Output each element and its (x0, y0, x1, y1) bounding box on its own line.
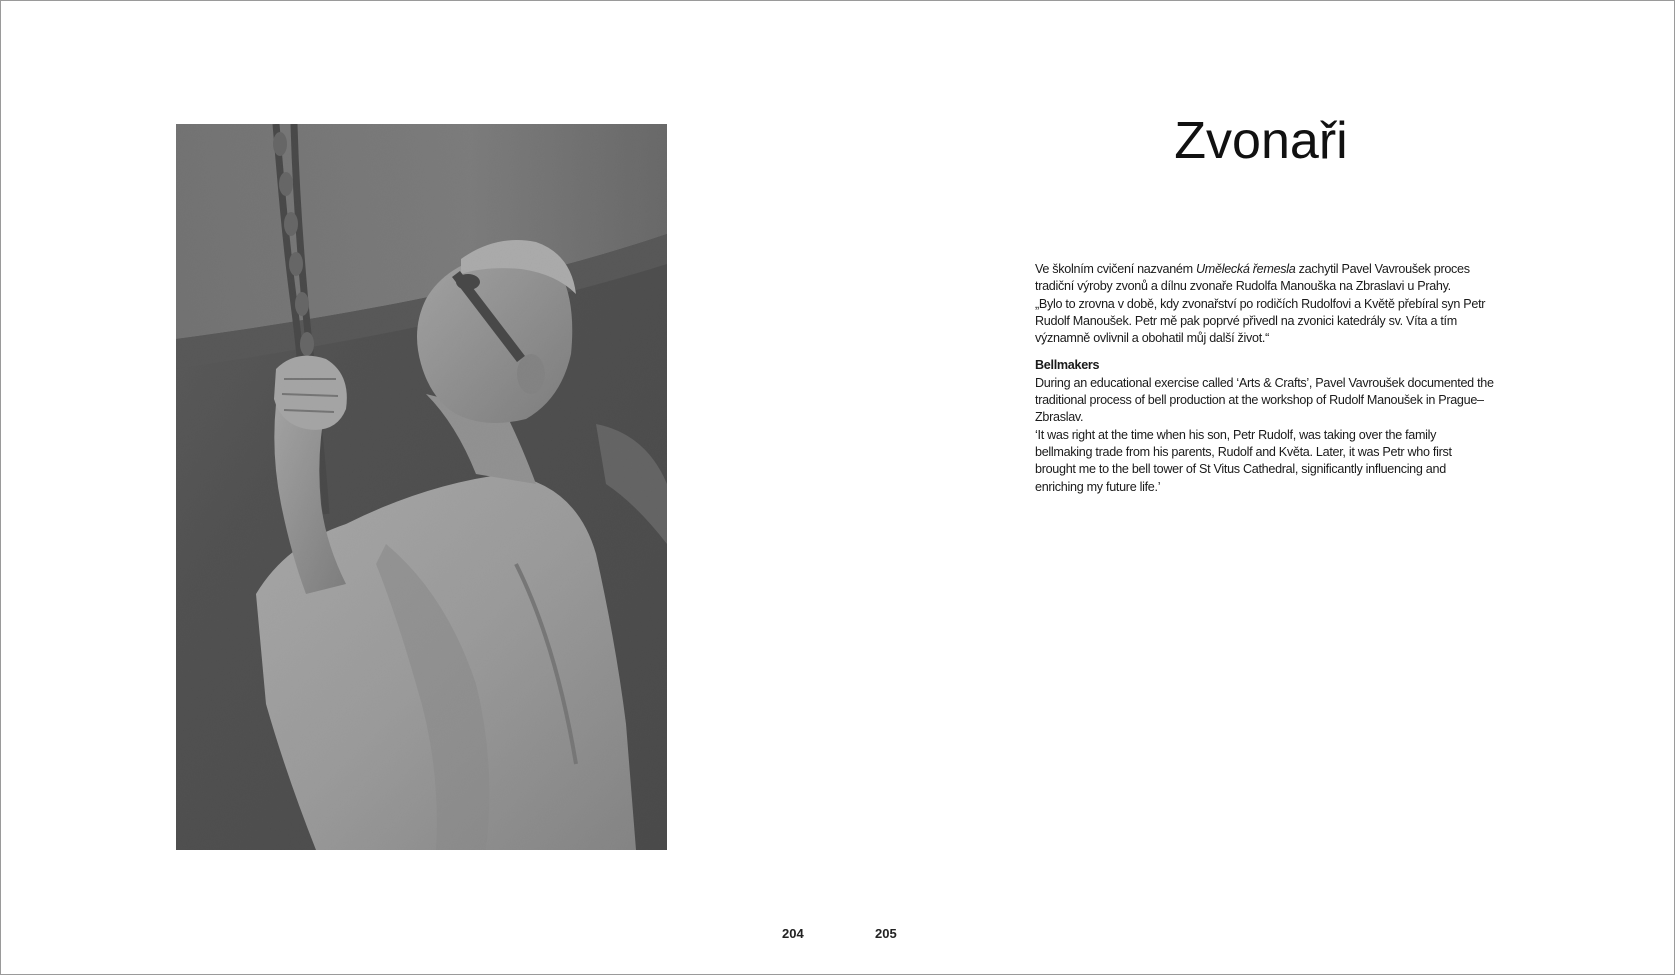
czech-p1-end: zachytil Pavel Vavroušek proces tradiční výroby zvonů a dílnu zvonaře Rudolfa Manouška na Zbraslavi u Prahy. (1035, 262, 1470, 294)
czech-p1-start: Ve školním cvičení nazvaném (1035, 262, 1196, 276)
body-text-block (1035, 261, 1495, 496)
czech-paragraph-1 (1035, 261, 1495, 296)
english-paragraph-2: ‘It was right at the time when his son, Petr Rudolf, was taking over the family bellmaking trade from his parents, Rudolf and Květa. Later, it was Petr who first brought me to the bell tower of St Vitus Cathedral, significantly influencing and enriching my future life.’ (1035, 427, 1452, 494)
bellmaker-photo (176, 124, 667, 850)
czech-p1-italic-title: Umělecká řemesla (1196, 262, 1296, 276)
english-subheading: Bellmakers (1035, 358, 1100, 373)
english-paragraph-1: During an educational exercise called ‘Arts & Crafts’, Pavel Vavroušek documented the traditional process of bell production at the workshop of Rudolf Manoušek in Prague–Zbraslav. (1035, 375, 1494, 425)
page-number-left: 204 (782, 926, 804, 941)
page-title: Zvonaři (1174, 112, 1348, 170)
paragraph-gap (1035, 347, 1495, 357)
page-number-right: 205 (875, 926, 897, 941)
czech-paragraph-2: „Bylo to zrovna v době, kdy zvonařství po rodičích Rudolfovi a Květě přebíral syn Petr Rudolf Manoušek. Petr mě pak poprvé přivedl na zvonici katedrály sv. Víta a tím významně ovlivnil a obohatil můj další život.“ (1035, 296, 1486, 346)
bellmaker-photo-illustration (176, 124, 667, 850)
